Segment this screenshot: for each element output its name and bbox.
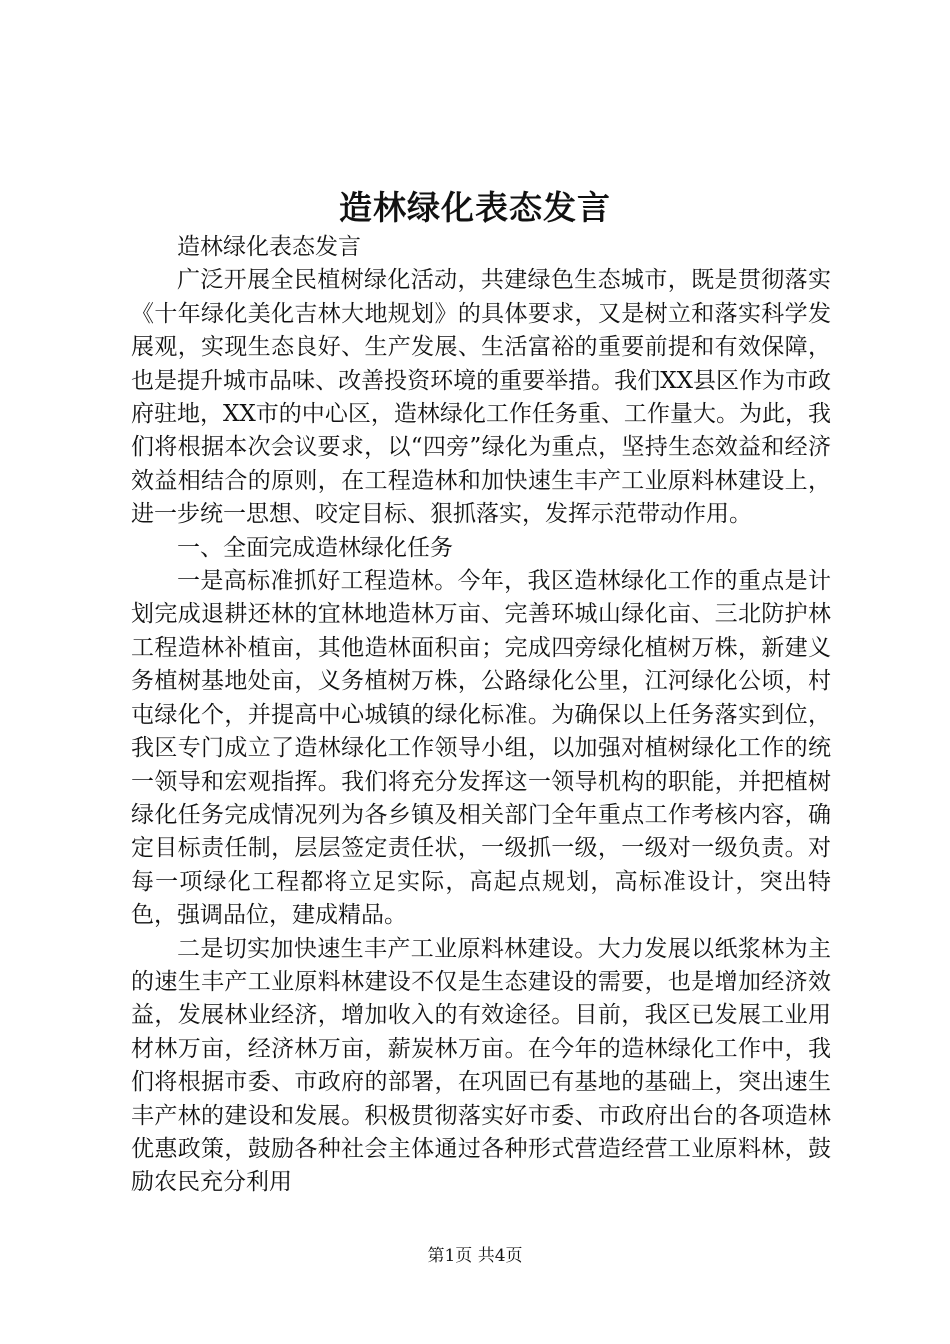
document-body	[131, 231, 831, 1200]
intro-paragraph: 广泛开展全民植树绿化活动，共建绿色生态城市，既是贯彻落实《十年绿化美化吉林大地规划》的具体要求，又是树立和落实科学发展观，实现生态良好、生产发展、生活富裕的重要前提和有效保障，也是提升城市品味、改善投资环境的重要举措。我们XX县区作为市政府驻地，XX市的中心区，造林绿化工作任务重、工作量大。为此，我们将根据本次会议要求，以“四旁”绿化为重点，坚持生态效益和经济效益相结合的原则，在工程造林和加快速生丰产工业原料林建设上，进一步统一思想、咬定目标、狠抓落实，发挥示范带动作用。	[131, 267, 831, 528]
section-heading: 一、全面完成造林绿化任务	[177, 534, 453, 561]
document-title: 造林绿化表态发言	[339, 188, 611, 227]
page-footer: 第1页 共4页	[427, 1246, 523, 1266]
body-paragraph: 一是高标准抓好工程造林。今年，我区造林绿化工作的重点是计划完成退耕还林的宜林地造林万亩、完善环城山绿化亩、三北防护林工程造林补植亩，其他造林面积亩；完成四旁绿化植树万株，新建义务植树基地处亩，义务植树万株，公路绿化公里，江河绿化公顷，村屯绿化个，并提高中心城镇的绿化标准。为确保以上任务落实到位，我区专门成立了造林绿化工作领导小组，以加强对植树绿化工作的统一领导和宏观指挥。我们将充分发挥这一领导机构的职能，并把植树绿化任务完成情况列为各乡镇及相关部门全年重点工作考核内容，确定目标责任制，层层签定责任状，一级抓一级，一级对一级负责。对每一项绿化工程都将立足实际，高起点规划，高标准设计，突出特色，强调品位，建成精品。	[131, 568, 831, 929]
subtitle-paragraph: 造林绿化表态发言	[177, 234, 361, 260]
body-paragraph: 二是切实加快速生丰产工业原料林建设。大力发展以纸浆林为主的速生丰产工业原料林建设不仅是生态建设的需要，也是增加经济效益，发展林业经济，增加收入的有效途径。目前，我区已发展工业用材林万亩，经济林万亩，薪炭林万亩。在今年的造林绿化工作中，我们将根据市委、市政府的部署，在巩固已有基地的基础上，突出速生丰产林的建设和发展。积极贯彻落实好市委、市政府出台的各项造林优惠政策，鼓励各种社会主体通过各种形式营造经营工业原料林，鼓励农民充分利用	[131, 935, 831, 1196]
